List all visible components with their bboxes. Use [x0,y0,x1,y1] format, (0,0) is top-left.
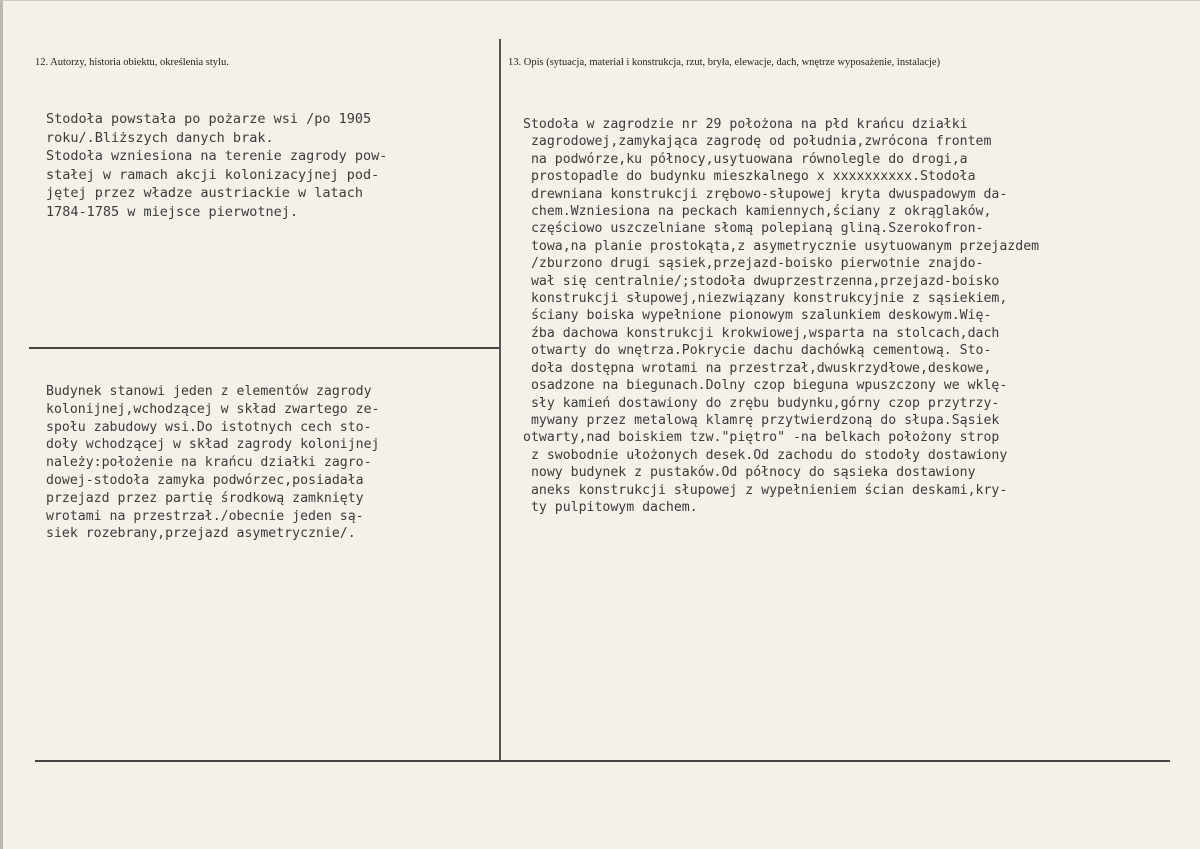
section-13-label: 13. Opis (sytuacja, materiał i konstrukcja, rzut, bryła, elewacje, dach, wnętrze wyposażenie, instalacje) [508,57,941,68]
section-12-label: 12. Autorzy, historia obiektu, określenia stylu. [35,57,229,68]
description-text: Stodoła w zagrodzie nr 29 położona na płd krańcu działki zagrodowej,zamykająca zagrodę od południa,zwrócona frontem na podwórze,ku północy,usytuowana równolegle do drogi,a prostopadle do budynku mieszkalnego x xxxxxxxxxx.Stodoła drewniana konstrukcji zrębowo-słupowej kryta dwuspadowym da- chem.Wzniesiona na peckach kamiennych,ściany z okrąglaków, częściowo uszczelniane słomą polepianą gliną.Szerokofron- towa,na planie prostokąta,z asymetrycznie usytuowanym przejazdem /zburzono drugi sąsiek,przejazd-boisko pierwotnie znajdo- wał się centralnie/;stodoła dwuprzestrzenna,przejazd-boisko konstrukcji słupowej,niezwiązany konstrukcyjnie z sąsiekiem, ściany boiska wypełnione pionowym szalunkiem deskowym.Wię- źba dachowa konstrukcji krokwiowej,wsparta na stolcach,dach otwarty do wnętrza.Pokrycie dachu dachówką cementową. Sto- doła dostępna wrotami na przestrzał,dwuskrzydłowe,deskowe, osadzone na biegunach.Dolny czop bieguna wpuszczony we wklę- sły kamień dostawiony do zrębu budynku,górny czop przytrzy- mywany przez metalową klamrę przytwierdzoną do słupa.Sąsiek otwarty,nad boiskiem tzw."piętro" -na belkach położony strop z swobodnie ułożonych desek.Od zachodu do stodoły dostawiony nowy budynek z pustaków.Od północy do sąsieka dostawiony aneks konstrukcji słupowej z wypełnieniem ścian deskami,kry- ty pulpitowym dachem. [523,117,1040,515]
column-divider [499,39,501,761]
section-12-divider [29,347,499,349]
bottom-rule [35,760,1170,762]
history-text: Stodoła powstała po pożarze wsi /po 1905 roku/.Bliższych danych brak. Stodoła wzniesiona na terenie zagrody pow- stałej w ramach akcji kolonizacyjnej pod- jętej przez władze austriackie w latach 1784-1785 w miejsce pierwotnej. [46,111,388,220]
style-text: Budynek stanowi jeden z elementów zagrody kolonijnej,wchodzącej w skład zwartego ze- społu zabudowy wsi.Do istotnych cech sto- doły wchodzącej w skład zagrody kolonijnej należy:położenie na krańcu działki zagro- dowej-stodoła zamyka podwórzec,posiadała przejazd przez partię środkową zamknięty wrotami na przestrzał./obecnie jeden są- siek rozebrany,przejazd asymetrycznie/. [46,384,380,542]
